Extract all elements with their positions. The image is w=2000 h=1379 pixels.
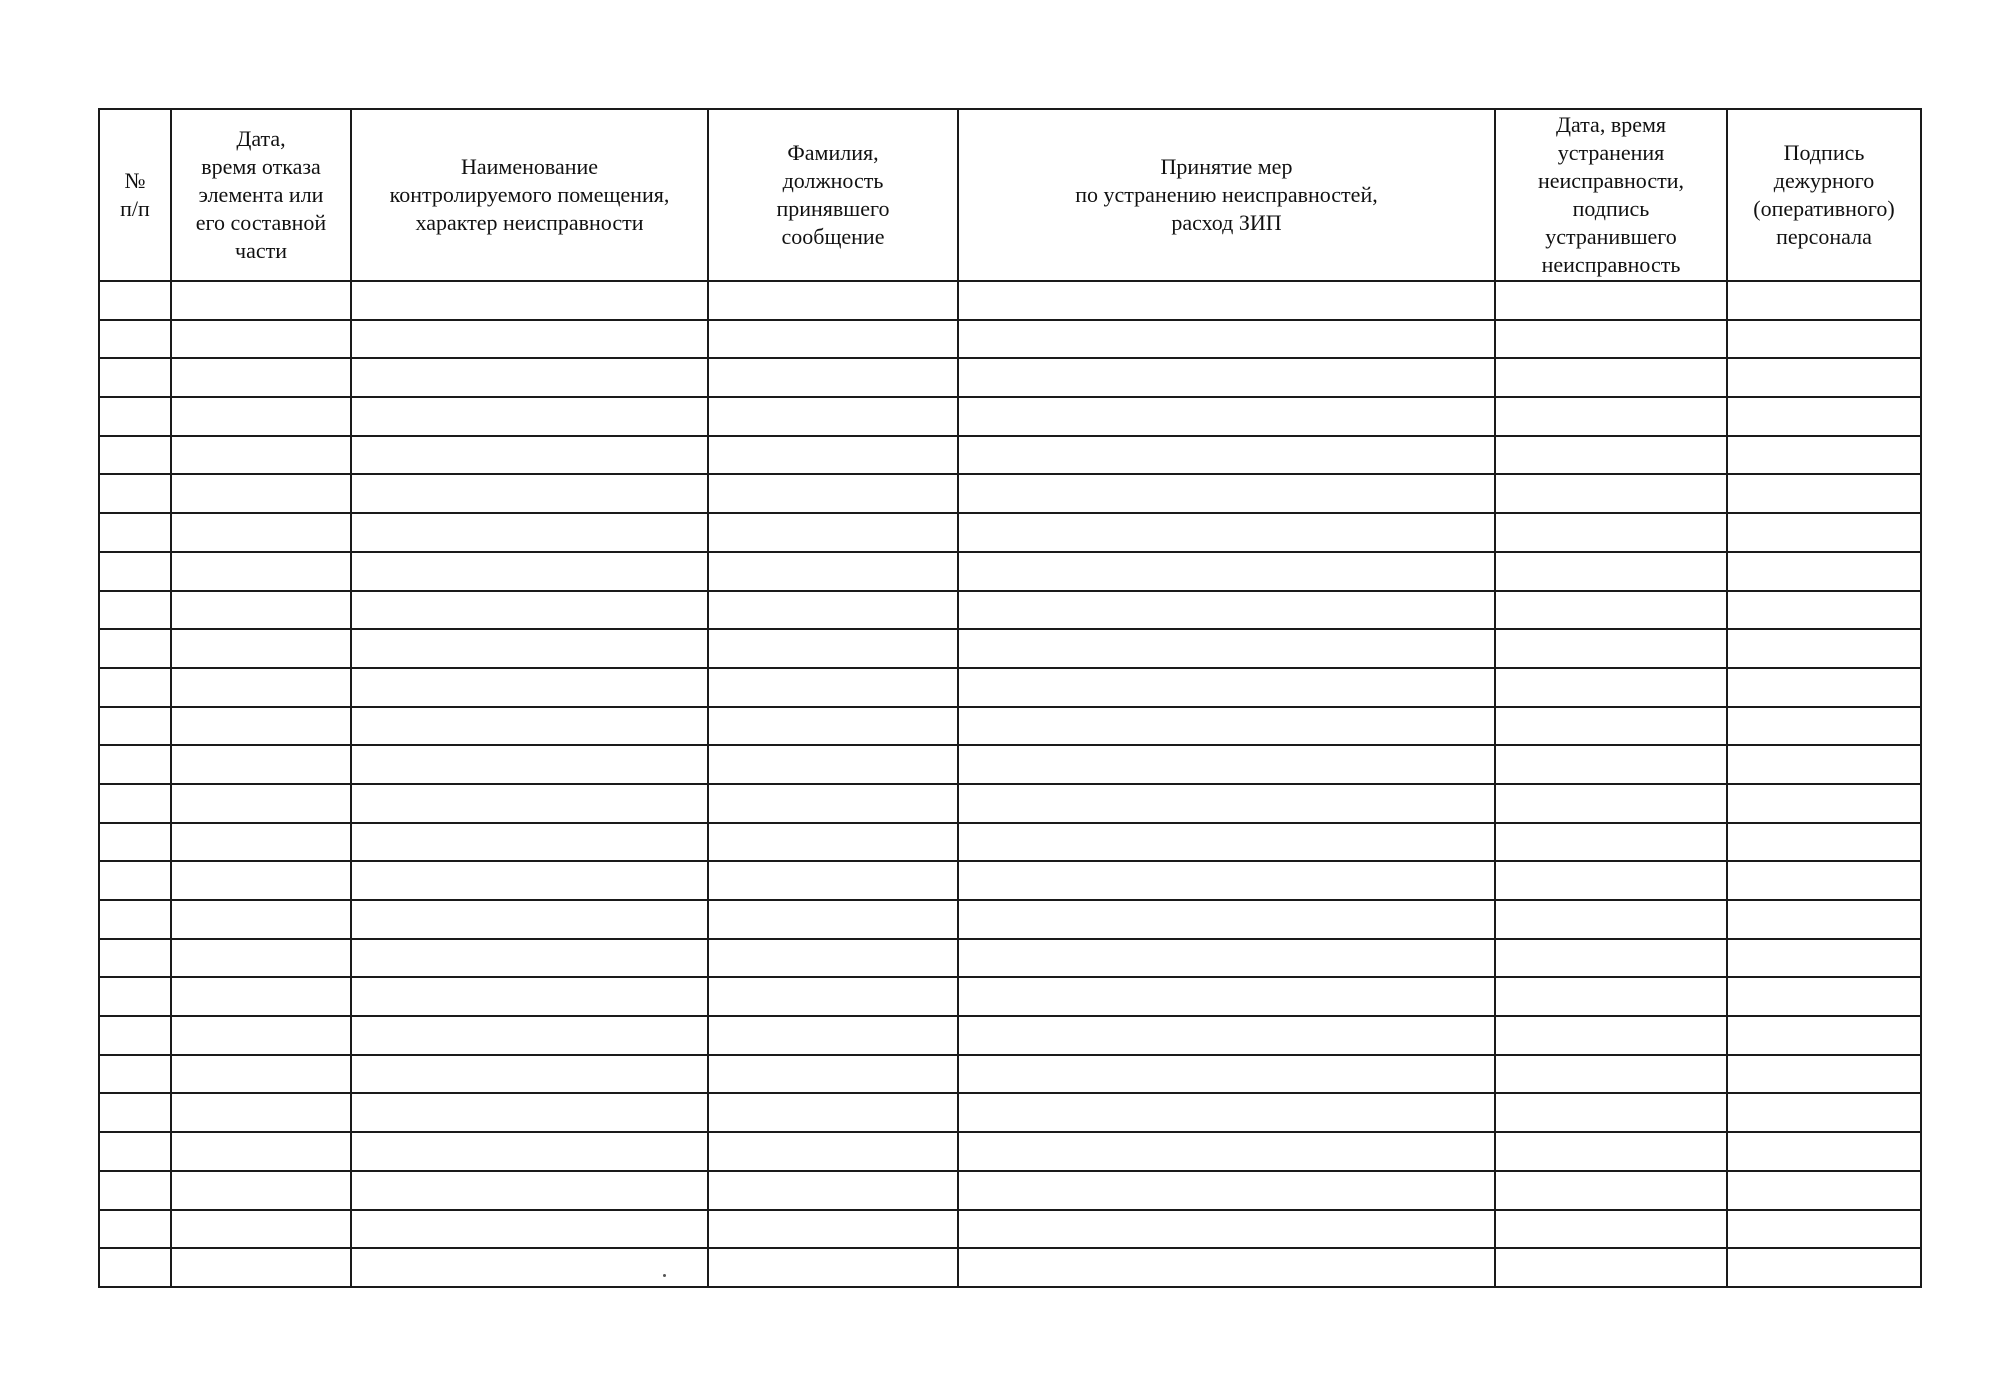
cell-num[interactable] xyxy=(99,513,171,552)
cell-num[interactable] xyxy=(99,977,171,1016)
cell-room[interactable] xyxy=(351,823,708,862)
cell-reporter[interactable] xyxy=(708,1171,958,1210)
cell-fix_time[interactable] xyxy=(1495,1093,1727,1132)
cell-room[interactable] xyxy=(351,358,708,397)
cell-failure_time[interactable] xyxy=(171,552,351,591)
cell-measures[interactable] xyxy=(958,436,1495,475)
cell-room[interactable] xyxy=(351,397,708,436)
table-row xyxy=(99,668,1921,707)
cell-num[interactable] xyxy=(99,1132,171,1171)
cell-measures[interactable] xyxy=(958,784,1495,823)
cell-signature[interactable] xyxy=(1727,823,1921,862)
table-row xyxy=(99,784,1921,823)
cell-room[interactable] xyxy=(351,707,708,746)
cell-fix_time[interactable] xyxy=(1495,591,1727,630)
cell-fix_time[interactable] xyxy=(1495,784,1727,823)
cell-fix_time[interactable] xyxy=(1495,1248,1727,1287)
table-body xyxy=(99,281,1921,1287)
cell-measures[interactable] xyxy=(958,1132,1495,1171)
table-row xyxy=(99,707,1921,746)
cell-num[interactable] xyxy=(99,939,171,978)
cell-measures[interactable] xyxy=(958,513,1495,552)
cell-measures[interactable] xyxy=(958,1055,1495,1094)
cell-num[interactable] xyxy=(99,552,171,591)
table-row xyxy=(99,861,1921,900)
cell-measures[interactable] xyxy=(958,1016,1495,1055)
cell-num[interactable] xyxy=(99,900,171,939)
cell-measures[interactable] xyxy=(958,707,1495,746)
cell-room[interactable] xyxy=(351,436,708,475)
cell-failure_time[interactable] xyxy=(171,1093,351,1132)
cell-measures[interactable] xyxy=(958,977,1495,1016)
cell-num[interactable] xyxy=(99,1016,171,1055)
cell-reporter[interactable] xyxy=(708,668,958,707)
cell-fix_time[interactable] xyxy=(1495,1016,1727,1055)
header-row xyxy=(99,109,1921,281)
cell-num[interactable] xyxy=(99,397,171,436)
cell-failure_time[interactable] xyxy=(171,629,351,668)
cell-num[interactable] xyxy=(99,281,171,320)
cell-failure_time[interactable] xyxy=(171,1132,351,1171)
cell-measures[interactable] xyxy=(958,552,1495,591)
table-row xyxy=(99,1055,1921,1094)
cell-failure_time[interactable] xyxy=(171,513,351,552)
cell-failure_time[interactable] xyxy=(171,977,351,1016)
cell-failure_time[interactable] xyxy=(171,1055,351,1094)
cell-fix_time[interactable] xyxy=(1495,1171,1727,1210)
column-header-signature: Подпись дежурного (оперативного) персонала xyxy=(1727,109,1921,281)
table-row xyxy=(99,939,1921,978)
cell-num[interactable] xyxy=(99,823,171,862)
cell-reporter[interactable] xyxy=(708,939,958,978)
cell-reporter[interactable] xyxy=(708,861,958,900)
cell-signature[interactable] xyxy=(1727,397,1921,436)
table-row xyxy=(99,1248,1921,1287)
cell-room[interactable] xyxy=(351,977,708,1016)
cell-signature[interactable] xyxy=(1727,281,1921,320)
cell-num[interactable] xyxy=(99,1210,171,1249)
column-header-reporter: Фамилия, должность принявшего сообщение xyxy=(708,109,958,281)
cell-fix_time[interactable] xyxy=(1495,436,1727,475)
cell-failure_time[interactable] xyxy=(171,474,351,513)
cell-measures[interactable] xyxy=(958,591,1495,630)
cell-reporter[interactable] xyxy=(708,707,958,746)
cell-fix_time[interactable] xyxy=(1495,900,1727,939)
cell-room[interactable] xyxy=(351,745,708,784)
cell-room[interactable] xyxy=(351,784,708,823)
cell-room[interactable] xyxy=(351,320,708,359)
cell-num[interactable] xyxy=(99,1055,171,1094)
table-row xyxy=(99,823,1921,862)
table-row xyxy=(99,358,1921,397)
cell-num[interactable] xyxy=(99,745,171,784)
column-header-failure-time: Дата, время отказа элемента или его составной части xyxy=(171,109,351,281)
cell-measures[interactable] xyxy=(958,823,1495,862)
cell-fix_time[interactable] xyxy=(1495,1055,1727,1094)
cell-room[interactable] xyxy=(351,552,708,591)
table-row xyxy=(99,591,1921,630)
cell-room[interactable] xyxy=(351,1248,708,1287)
cell-measures[interactable] xyxy=(958,900,1495,939)
cell-measures[interactable] xyxy=(958,320,1495,359)
table-row xyxy=(99,900,1921,939)
cell-failure_time[interactable] xyxy=(171,668,351,707)
cell-measures[interactable] xyxy=(958,358,1495,397)
cell-num[interactable] xyxy=(99,707,171,746)
cell-failure_time[interactable] xyxy=(171,1171,351,1210)
cell-signature[interactable] xyxy=(1727,1248,1921,1287)
cell-failure_time[interactable] xyxy=(171,436,351,475)
column-header-fix-time: Дата, время устранения неисправности, подпись устранившего неисправность xyxy=(1495,109,1727,281)
cell-fix_time[interactable] xyxy=(1495,552,1727,591)
cell-reporter[interactable] xyxy=(708,1055,958,1094)
cell-reporter[interactable] xyxy=(708,397,958,436)
cell-fix_time[interactable] xyxy=(1495,281,1727,320)
table-row xyxy=(99,552,1921,591)
cell-measures[interactable] xyxy=(958,1171,1495,1210)
cell-failure_time[interactable] xyxy=(171,1248,351,1287)
cell-num[interactable] xyxy=(99,436,171,475)
table-row xyxy=(99,1171,1921,1210)
cell-reporter[interactable] xyxy=(708,320,958,359)
cell-fix_time[interactable] xyxy=(1495,397,1727,436)
cell-measures[interactable] xyxy=(958,629,1495,668)
cell-room[interactable] xyxy=(351,1210,708,1249)
cell-signature[interactable] xyxy=(1727,784,1921,823)
table-row xyxy=(99,281,1921,320)
cell-signature[interactable] xyxy=(1727,745,1921,784)
cell-num[interactable] xyxy=(99,358,171,397)
cell-reporter[interactable] xyxy=(708,745,958,784)
cell-fix_time[interactable] xyxy=(1495,320,1727,359)
cell-fix_time[interactable] xyxy=(1495,939,1727,978)
cell-measures[interactable] xyxy=(958,474,1495,513)
cell-reporter[interactable] xyxy=(708,436,958,475)
cell-failure_time[interactable] xyxy=(171,784,351,823)
cell-fix_time[interactable] xyxy=(1495,823,1727,862)
cell-signature[interactable] xyxy=(1727,474,1921,513)
cell-signature[interactable] xyxy=(1727,513,1921,552)
cell-signature[interactable] xyxy=(1727,320,1921,359)
cell-fix_time[interactable] xyxy=(1495,861,1727,900)
cell-num[interactable] xyxy=(99,320,171,359)
cell-failure_time[interactable] xyxy=(171,1016,351,1055)
cell-room[interactable] xyxy=(351,1016,708,1055)
cell-signature[interactable] xyxy=(1727,707,1921,746)
cell-reporter[interactable] xyxy=(708,629,958,668)
cell-reporter[interactable] xyxy=(708,474,958,513)
cell-room[interactable] xyxy=(351,668,708,707)
cell-failure_time[interactable] xyxy=(171,707,351,746)
column-header-room: Наименование контролируемого помещения, характер неисправности xyxy=(351,109,708,281)
cell-measures[interactable] xyxy=(958,668,1495,707)
cell-signature[interactable] xyxy=(1727,977,1921,1016)
cell-measures[interactable] xyxy=(958,939,1495,978)
cell-signature[interactable] xyxy=(1727,900,1921,939)
scan-speck xyxy=(663,1274,666,1277)
cell-failure_time[interactable] xyxy=(171,861,351,900)
cell-failure_time[interactable] xyxy=(171,745,351,784)
cell-measures[interactable] xyxy=(958,861,1495,900)
cell-measures[interactable] xyxy=(958,1093,1495,1132)
cell-reporter[interactable] xyxy=(708,1093,958,1132)
cell-fix_time[interactable] xyxy=(1495,745,1727,784)
table-row xyxy=(99,1016,1921,1055)
cell-room[interactable] xyxy=(351,1093,708,1132)
cell-signature[interactable] xyxy=(1727,591,1921,630)
cell-reporter[interactable] xyxy=(708,1210,958,1249)
cell-fix_time[interactable] xyxy=(1495,977,1727,1016)
table-row xyxy=(99,513,1921,552)
cell-signature[interactable] xyxy=(1727,1171,1921,1210)
cell-reporter[interactable] xyxy=(708,1016,958,1055)
cell-fix_time[interactable] xyxy=(1495,1132,1727,1171)
cell-signature[interactable] xyxy=(1727,1016,1921,1055)
table-row xyxy=(99,474,1921,513)
cell-signature[interactable] xyxy=(1727,1210,1921,1249)
cell-failure_time[interactable] xyxy=(171,320,351,359)
cell-signature[interactable] xyxy=(1727,629,1921,668)
table-row xyxy=(99,436,1921,475)
cell-reporter[interactable] xyxy=(708,552,958,591)
cell-fix_time[interactable] xyxy=(1495,629,1727,668)
cell-signature[interactable] xyxy=(1727,1132,1921,1171)
cell-room[interactable] xyxy=(351,513,708,552)
cell-reporter[interactable] xyxy=(708,513,958,552)
cell-room[interactable] xyxy=(351,629,708,668)
table-row xyxy=(99,977,1921,1016)
cell-reporter[interactable] xyxy=(708,977,958,1016)
column-header-measures: Принятие мер по устранению неисправностей, расход ЗИП xyxy=(958,109,1495,281)
cell-room[interactable] xyxy=(351,1055,708,1094)
cell-reporter[interactable] xyxy=(708,591,958,630)
cell-measures[interactable] xyxy=(958,745,1495,784)
cell-fix_time[interactable] xyxy=(1495,358,1727,397)
cell-num[interactable] xyxy=(99,861,171,900)
cell-room[interactable] xyxy=(351,474,708,513)
table-row xyxy=(99,745,1921,784)
cell-room[interactable] xyxy=(351,939,708,978)
cell-signature[interactable] xyxy=(1727,552,1921,591)
cell-failure_time[interactable] xyxy=(171,397,351,436)
cell-fix_time[interactable] xyxy=(1495,668,1727,707)
cell-num[interactable] xyxy=(99,668,171,707)
cell-reporter[interactable] xyxy=(708,1132,958,1171)
cell-signature[interactable] xyxy=(1727,358,1921,397)
cell-signature[interactable] xyxy=(1727,939,1921,978)
cell-num[interactable] xyxy=(99,1248,171,1287)
cell-failure_time[interactable] xyxy=(171,591,351,630)
cell-reporter[interactable] xyxy=(708,281,958,320)
table-row xyxy=(99,320,1921,359)
cell-signature[interactable] xyxy=(1727,1055,1921,1094)
fault-log-table xyxy=(98,108,1922,1288)
cell-num[interactable] xyxy=(99,1171,171,1210)
cell-reporter[interactable] xyxy=(708,784,958,823)
cell-reporter[interactable] xyxy=(708,1248,958,1287)
cell-failure_time[interactable] xyxy=(171,939,351,978)
table-row xyxy=(99,1132,1921,1171)
cell-fix_time[interactable] xyxy=(1495,1210,1727,1249)
cell-room[interactable] xyxy=(351,1171,708,1210)
cell-num[interactable] xyxy=(99,474,171,513)
cell-failure_time[interactable] xyxy=(171,358,351,397)
cell-signature[interactable] xyxy=(1727,861,1921,900)
table-row xyxy=(99,1093,1921,1132)
cell-signature[interactable] xyxy=(1727,436,1921,475)
cell-num[interactable] xyxy=(99,784,171,823)
cell-failure_time[interactable] xyxy=(171,281,351,320)
cell-measures[interactable] xyxy=(958,281,1495,320)
cell-reporter[interactable] xyxy=(708,900,958,939)
cell-signature[interactable] xyxy=(1727,1093,1921,1132)
cell-failure_time[interactable] xyxy=(171,1210,351,1249)
cell-reporter[interactable] xyxy=(708,823,958,862)
cell-room[interactable] xyxy=(351,1132,708,1171)
cell-failure_time[interactable] xyxy=(171,900,351,939)
cell-signature[interactable] xyxy=(1727,668,1921,707)
cell-room[interactable] xyxy=(351,281,708,320)
cell-room[interactable] xyxy=(351,861,708,900)
cell-fix_time[interactable] xyxy=(1495,707,1727,746)
cell-measures[interactable] xyxy=(958,397,1495,436)
table-row xyxy=(99,629,1921,668)
cell-room[interactable] xyxy=(351,900,708,939)
cell-reporter[interactable] xyxy=(708,358,958,397)
cell-fix_time[interactable] xyxy=(1495,474,1727,513)
cell-num[interactable] xyxy=(99,629,171,668)
column-header-number: № п/п xyxy=(99,109,171,281)
cell-fix_time[interactable] xyxy=(1495,513,1727,552)
table-row xyxy=(99,397,1921,436)
cell-failure_time[interactable] xyxy=(171,823,351,862)
cell-num[interactable] xyxy=(99,591,171,630)
cell-room[interactable] xyxy=(351,591,708,630)
cell-measures[interactable] xyxy=(958,1210,1495,1249)
table-row xyxy=(99,1210,1921,1249)
cell-num[interactable] xyxy=(99,1093,171,1132)
cell-measures[interactable] xyxy=(958,1248,1495,1287)
